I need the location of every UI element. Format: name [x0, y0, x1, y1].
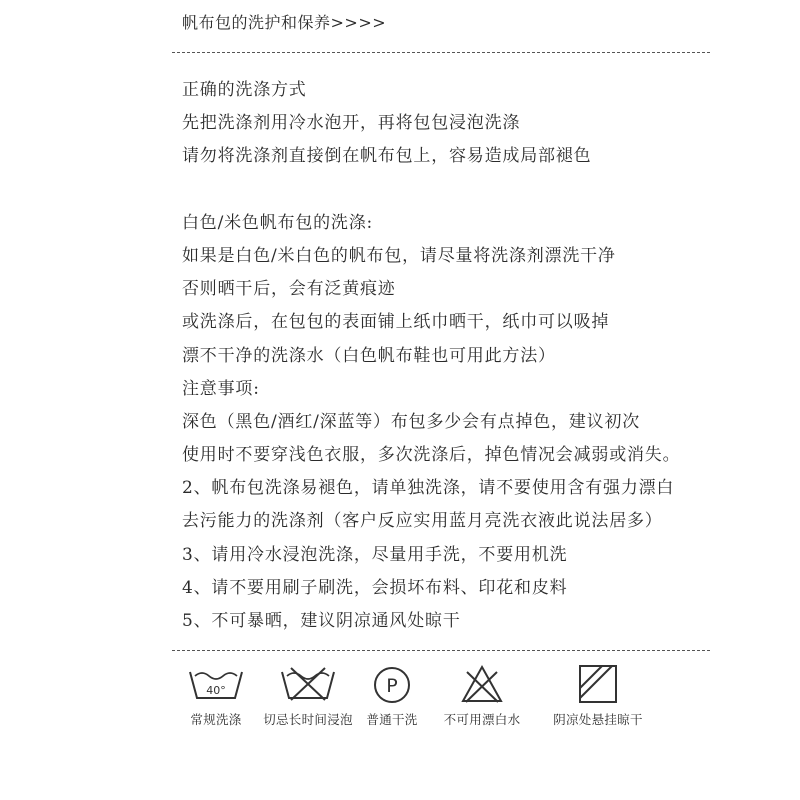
blank-line: [182, 174, 722, 207]
care-label: 常规洗涤: [190, 712, 242, 727]
care-item-shade-dry: [548, 664, 648, 728]
text-line: 深色（黑色/酒红/深蓝等）布包多少会有点掉色，建议初次: [182, 411, 641, 432]
text-line: 先把洗涤剂用冷水泡开，再将包包浸泡洗涤: [182, 113, 521, 134]
text-line: 如果是白色/米白色的帆布包，请尽量将洗涤剂漂洗干净: [182, 245, 616, 266]
wash-tub-icon: [187, 664, 245, 704]
text-line: 2、帆布包洗涤易褪色，请单独洗涤，请不要使用含有强力漂白: [182, 478, 675, 499]
bottom-divider: [172, 650, 710, 651]
care-label: 切忌长时间浸泡: [263, 712, 353, 727]
care-item-no-bleach: [432, 664, 532, 728]
text-line: 4、请不要用刷子刷洗，会损坏布料、印花和皮料: [182, 577, 568, 598]
text-line: 5、不可暴晒，建议阴凉通风处晾干: [182, 611, 461, 631]
page-title: 帆布包的洗护和保养>>>>: [182, 13, 387, 32]
dryclean-letter: P: [386, 675, 398, 697]
no-soak-icon: [279, 664, 337, 704]
wash-temp-text: 40°: [206, 684, 226, 697]
text-line: 3、请用冷水浸泡洗涤，尽量用手洗，不要用机洗: [182, 544, 568, 565]
care-instructions: [182, 74, 722, 638]
care-label: 不可用漂白水: [443, 712, 521, 727]
text-line: 否则晒干后，会有泛黄痕迹: [182, 279, 396, 300]
text-line: 请勿将洗涤剂直接倒在帆布包上，容易造成局部褪色: [182, 146, 592, 167]
shade-dry-icon: [569, 664, 627, 704]
text-line-heading: 注意事项:: [182, 378, 260, 399]
text-line-heading: 正确的洗涤方式: [182, 80, 307, 100]
text-line-heading: 白色/米色帆布包的洗涤:: [182, 212, 374, 233]
care-symbols-row: [174, 664, 674, 734]
care-item-dry-clean: [342, 664, 442, 728]
care-label: 阴凉处悬挂晾干: [553, 712, 643, 727]
text-line: 去污能力的洗涤剂（客户反应实用蓝月亮洗衣液此说法居多）: [182, 511, 663, 532]
top-divider: [172, 52, 710, 53]
text-line: 漂不干净的洗涤水（白色帆布鞋也可用此方法）: [182, 345, 556, 366]
text-line: 或洗涤后，在包包的表面铺上纸巾晒干，纸巾可以吸掉: [182, 312, 610, 333]
no-bleach-icon: [453, 664, 511, 704]
care-item-normal-wash: [166, 664, 266, 728]
text-line: 使用时不要穿浅色衣服，多次洗涤后，掉色情况会减弱或消失。: [182, 445, 681, 466]
dry-clean-p-icon: [363, 664, 421, 704]
care-label: 普通干洗: [366, 712, 418, 727]
